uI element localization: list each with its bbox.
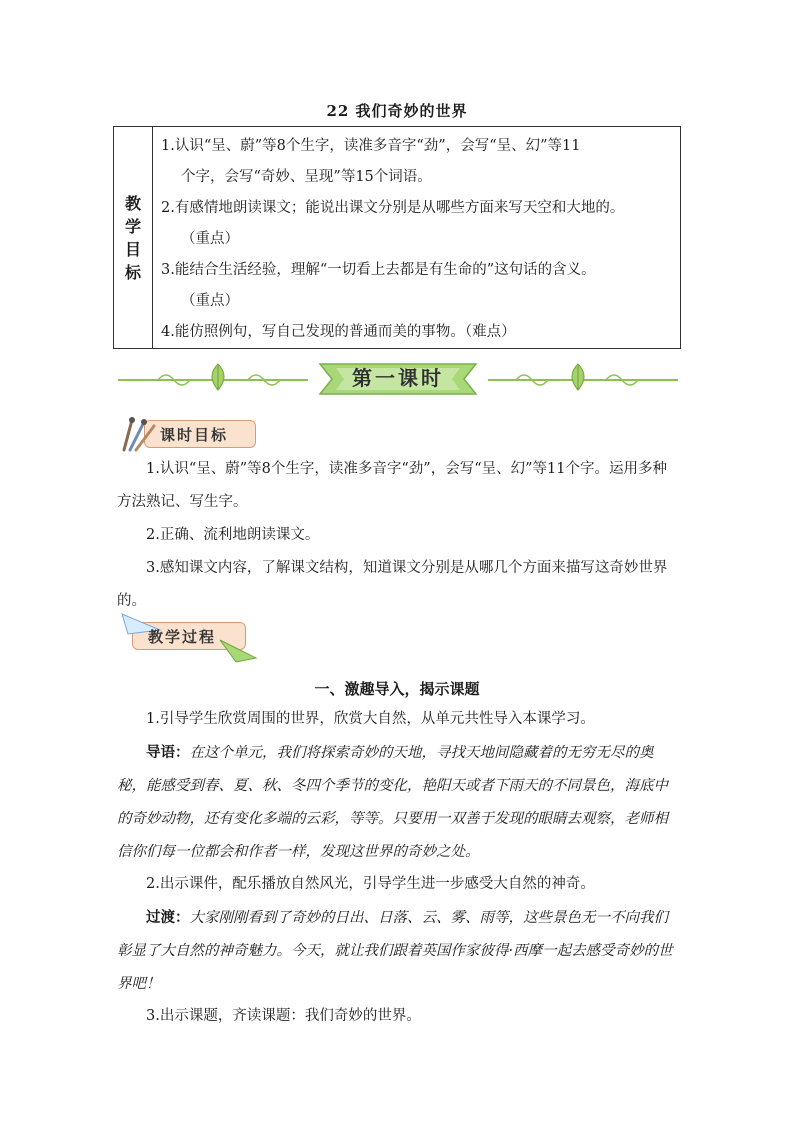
objectives-label-cell (114, 127, 153, 349)
objective-4: 4.能仿照例句，写自己发现的普通而美的事物。（难点） (161, 324, 516, 340)
objectives-content (153, 127, 681, 349)
objective-1: 1.认识“呈、蔚”等8个生字，读准多音字“劲”，会写“呈、幻”等11 个字，会写“奇妙、呈现”等15个词语。 (161, 138, 581, 185)
brush-icon (118, 414, 162, 454)
lead-paragraph-2 (117, 901, 681, 1001)
step-2: 2.出示课件，配乐播放自然风光，引导学生进一步感受大自然的神奇。 (146, 876, 595, 892)
lesson-banner-label: 第一课时 (352, 366, 444, 390)
tag-teaching-process-label: 教学过程 (148, 628, 217, 646)
lead-text-2: 大家刚刚看到了奇妙的日出、日落、云、雾、雨等，这些景色无一不向我们彰显了大自然的神奇魅力。今天，就让我们跟着英国作家彼得·西摩一起去感受奇妙的世界吧！ (117, 910, 673, 992)
objective-2: 2.有感情地朗读课文；能说出课文分别是从哪些方面来写天空和大地的。 （重点） (161, 200, 625, 247)
lead-label-1: 导语： (146, 744, 190, 761)
tag-lesson-goals-label: 课时目标 (160, 426, 229, 444)
lead-label-2: 过渡： (146, 909, 190, 926)
step-1: 1.引导学生欣赏周围的世界，欣赏大自然，从单元共性导入本课学习。 (146, 711, 595, 727)
lesson-banner (118, 358, 678, 402)
goal-1: 1.认识“呈、蔚”等8个生字，读准多音字“劲”，会写“呈、幻”等11个字。运用多种方法熟记、写生字。 (117, 461, 667, 510)
teaching-objectives-table (113, 126, 681, 349)
goal-2: 2.正确、流利地朗读课文。 (146, 527, 320, 543)
objective-3: 3.能结合生活经验，理解“一切看上去都是有生命的”这句话的含义。 （重点） (161, 262, 596, 309)
lead-text-1: 在这个单元，我们将探索奇妙的天地，寻找天地间隐藏着的无穷无尽的奥秘，能感受到春、夏、秋、冬四个季节的变化，艳阳天或者下雨天的不同景色，海底中的奇妙动物，还有变化多端的云彩，等等。只要用一双善于发现的眼睛去观察，老师相信你们每一位都会和作者一样，发现这世界的奇妙之处。 (117, 745, 668, 860)
goal-3: 3.感知课文内容，了解课文结构，知道课文分别是从哪几个方面来描写这奇妙世界的。 (117, 560, 668, 609)
lead-paragraph-1 (117, 736, 681, 869)
page-title: 22 我们奇妙的世界 (326, 102, 468, 120)
tag-lesson-goals (118, 418, 258, 450)
tag-teaching-process (118, 620, 258, 652)
section-heading: 一、激趣导入，揭示课题 (314, 680, 480, 698)
objectives-label: 教学目标 (124, 193, 141, 282)
step-3: 3.出示课题，齐读课题：我们奇妙的世界。 (146, 1008, 421, 1024)
